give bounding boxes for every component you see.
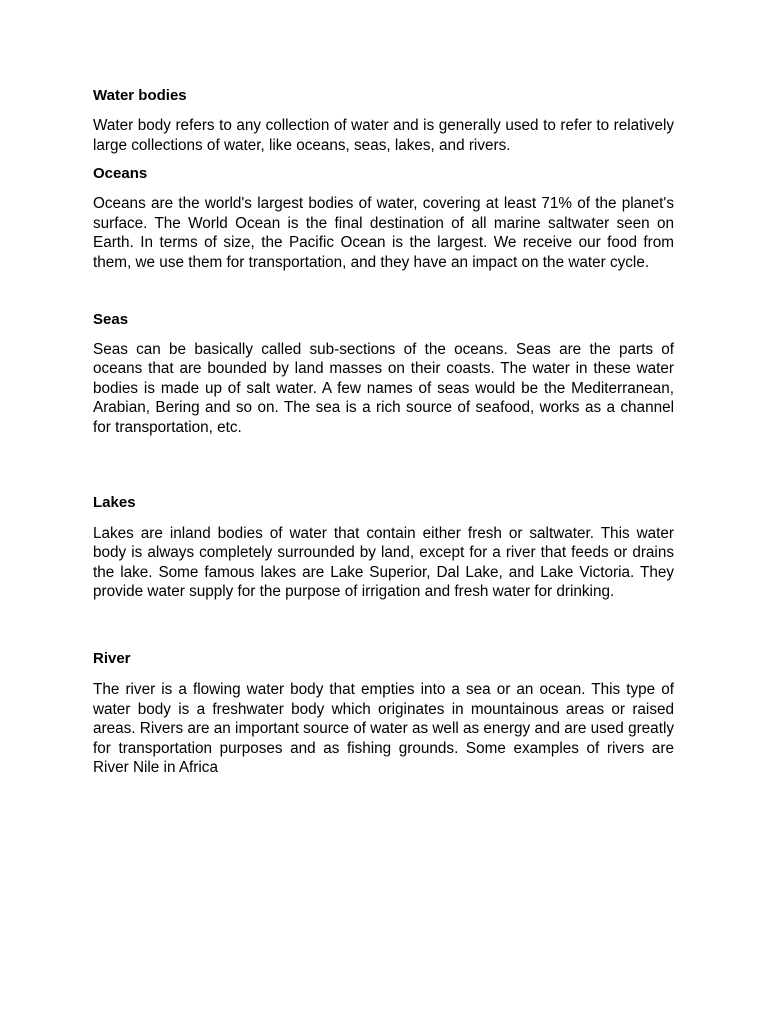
section-heading-river: River [93, 649, 131, 667]
document-content [93, 86, 674, 778]
section-paragraph-water-bodies: Water body refers to any collection of water and is generally used to refer to relatively large collections of water, like oceans, seas, lakes, and rivers. [93, 117, 674, 154]
section-paragraph-river: The river is a flowing water body that empties into a sea or an ocean. This type of water body is a freshwater body which originates in mountainous areas or raised areas. Rivers are an important source of water as well as energy and are used greatly for transportation purposes and as fishing grounds. Some examples of rivers are River Nile in Africa [93, 680, 674, 777]
section-paragraph-seas: Seas can be basically called sub-sections of the oceans. Seas are the parts of oceans that are bounded by land masses on their coasts. The water in these water bodies is made up of salt water. A few names of seas would be the Mediterranean, Arabian, Bering and so on. The sea is a rich source of seafood, works as a channel for transportation, etc. [93, 340, 674, 436]
section-heading-lakes: Lakes [93, 493, 136, 511]
section-paragraph-lakes: Lakes are inland bodies of water that contain either fresh or saltwater. This water body is always completely surrounded by land, except for a river that feeds or drains the lake. Some famous lakes are Lake Superior, Dal Lake, and Lake Victoria. They provide water supply for the purpose of irrigation and fresh water for drinking. [93, 524, 674, 601]
section-heading-oceans: Oceans [93, 165, 148, 183]
section-paragraph-oceans: Oceans are the world's largest bodies of water, covering at least 71% of the planet's surface. The World Ocean is the final destination of all marine saltwater seen on Earth. In terms of size, the Pacific Ocean is the largest. We receive our food from them, we use them for transportation, and they have an impact on the water cycle. [93, 195, 674, 271]
section-heading-water-bodies: Water bodies [93, 87, 187, 104]
section-heading-seas: Seas [93, 310, 129, 328]
